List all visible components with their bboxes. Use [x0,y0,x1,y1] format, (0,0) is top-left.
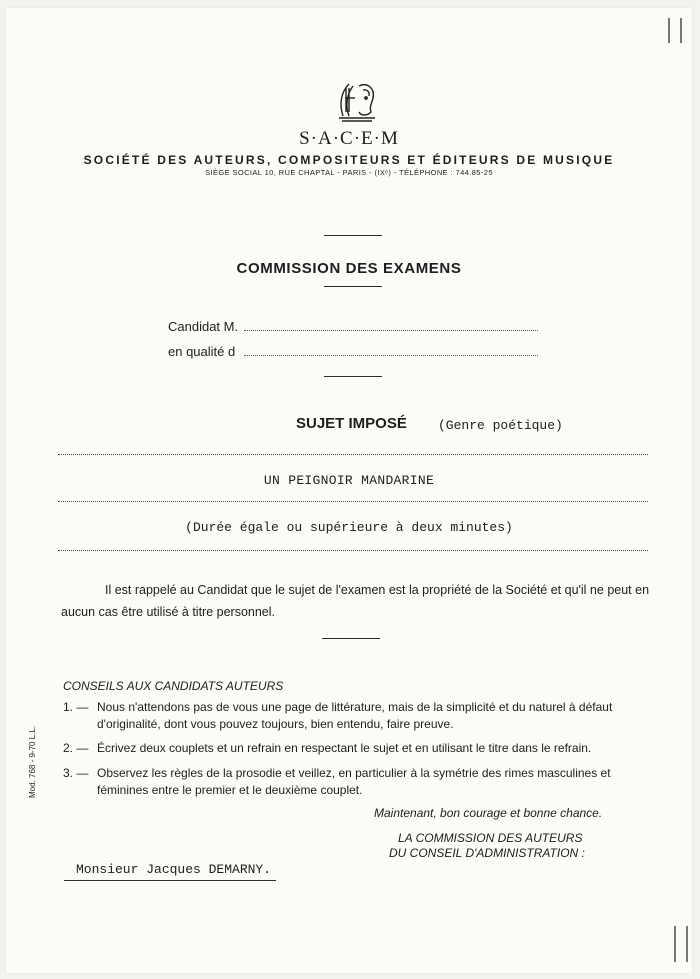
closing-wish: Maintenant, bon courage et bonne chance. [374,806,603,820]
advice-heading: CONSEILS AUX CANDIDATS AUTEURS [63,679,284,693]
society-address: SIÈGE SOCIAL 10, RUE CHAPTAL - PARIS - (IXᵉ) - TÉLÉPHONE : 744.85-25 [205,168,493,177]
candidate-name-line[interactable] [244,330,538,331]
advice-item-text: Observez les règles de la prosodie et veillez, en particulier à la symétrie des rimes masculines et féminines entre le premier et le deuxième couplet. [97,766,611,797]
ownership-reminder: Il est rappelé au Candidat que le sujet de l'examen est la propriété de la Société et qu'il ne peut en aucun cas être utilisé à titre personnel. [61,583,650,619]
divider [324,376,382,377]
subject-title: SUJET IMPOSÉ [296,415,407,432]
song-title: UN PEIGNOIR MANDARINE [263,473,435,488]
signature-line-1: LA COMMISSION DES AUTEURS [398,831,583,845]
divider [322,638,380,639]
advice-item-number: 3. — [63,766,89,780]
candidate-quality-line[interactable] [244,355,538,356]
duration-note: (Durée égale ou supérieure à deux minutes) [185,520,513,535]
advice-item-number: 2. — [63,741,89,755]
society-name: SOCIÉTÉ DES AUTEURS, COMPOSITEURS ET ÉDITEURS DE MUSIQUE [83,153,615,167]
advice-item [63,765,655,799]
advice-item-number: 1. — [63,700,89,714]
divider [324,286,382,287]
sacem-logo-text: S·A·C·E·M [299,128,399,149]
quality-label: en qualité d [168,344,236,359]
sacem-lyre-emblem-icon [333,76,381,126]
commission-title: COMMISSION DES EXAMENS [236,260,462,277]
signature-line-2: DU CONSEIL D'ADMINISTRATION : [389,846,585,860]
dotted-line [58,550,648,551]
model-reference: Mod. 768 - 9-70 L.L. [28,725,37,798]
subject-genre: (Genre poétique) [438,418,563,433]
binder-clip-icon [668,18,682,43]
advice-item [63,699,655,733]
advice-item-text: Écrivez deux couplets et un refrain en respectant le sujet et en utilisant le titre dans le refrain. [97,741,592,755]
binder-clip-icon [674,926,688,962]
candidate-label: Candidat M. [168,319,239,334]
addressee: Monsieur Jacques DEMARNY. [76,862,272,877]
advice-item [63,740,655,757]
addressee-underline [64,880,276,881]
exam-form-page [6,8,692,973]
divider [324,235,382,236]
advice-item-text: Nous n'attendons pas de vous une page de littérature, mais de la simplicité et du naturel à défaut d'originalité, dont vous pouvez toujours, bien entendu, faire preuve. [97,700,613,731]
dotted-line [58,454,648,455]
dotted-line [58,501,648,502]
